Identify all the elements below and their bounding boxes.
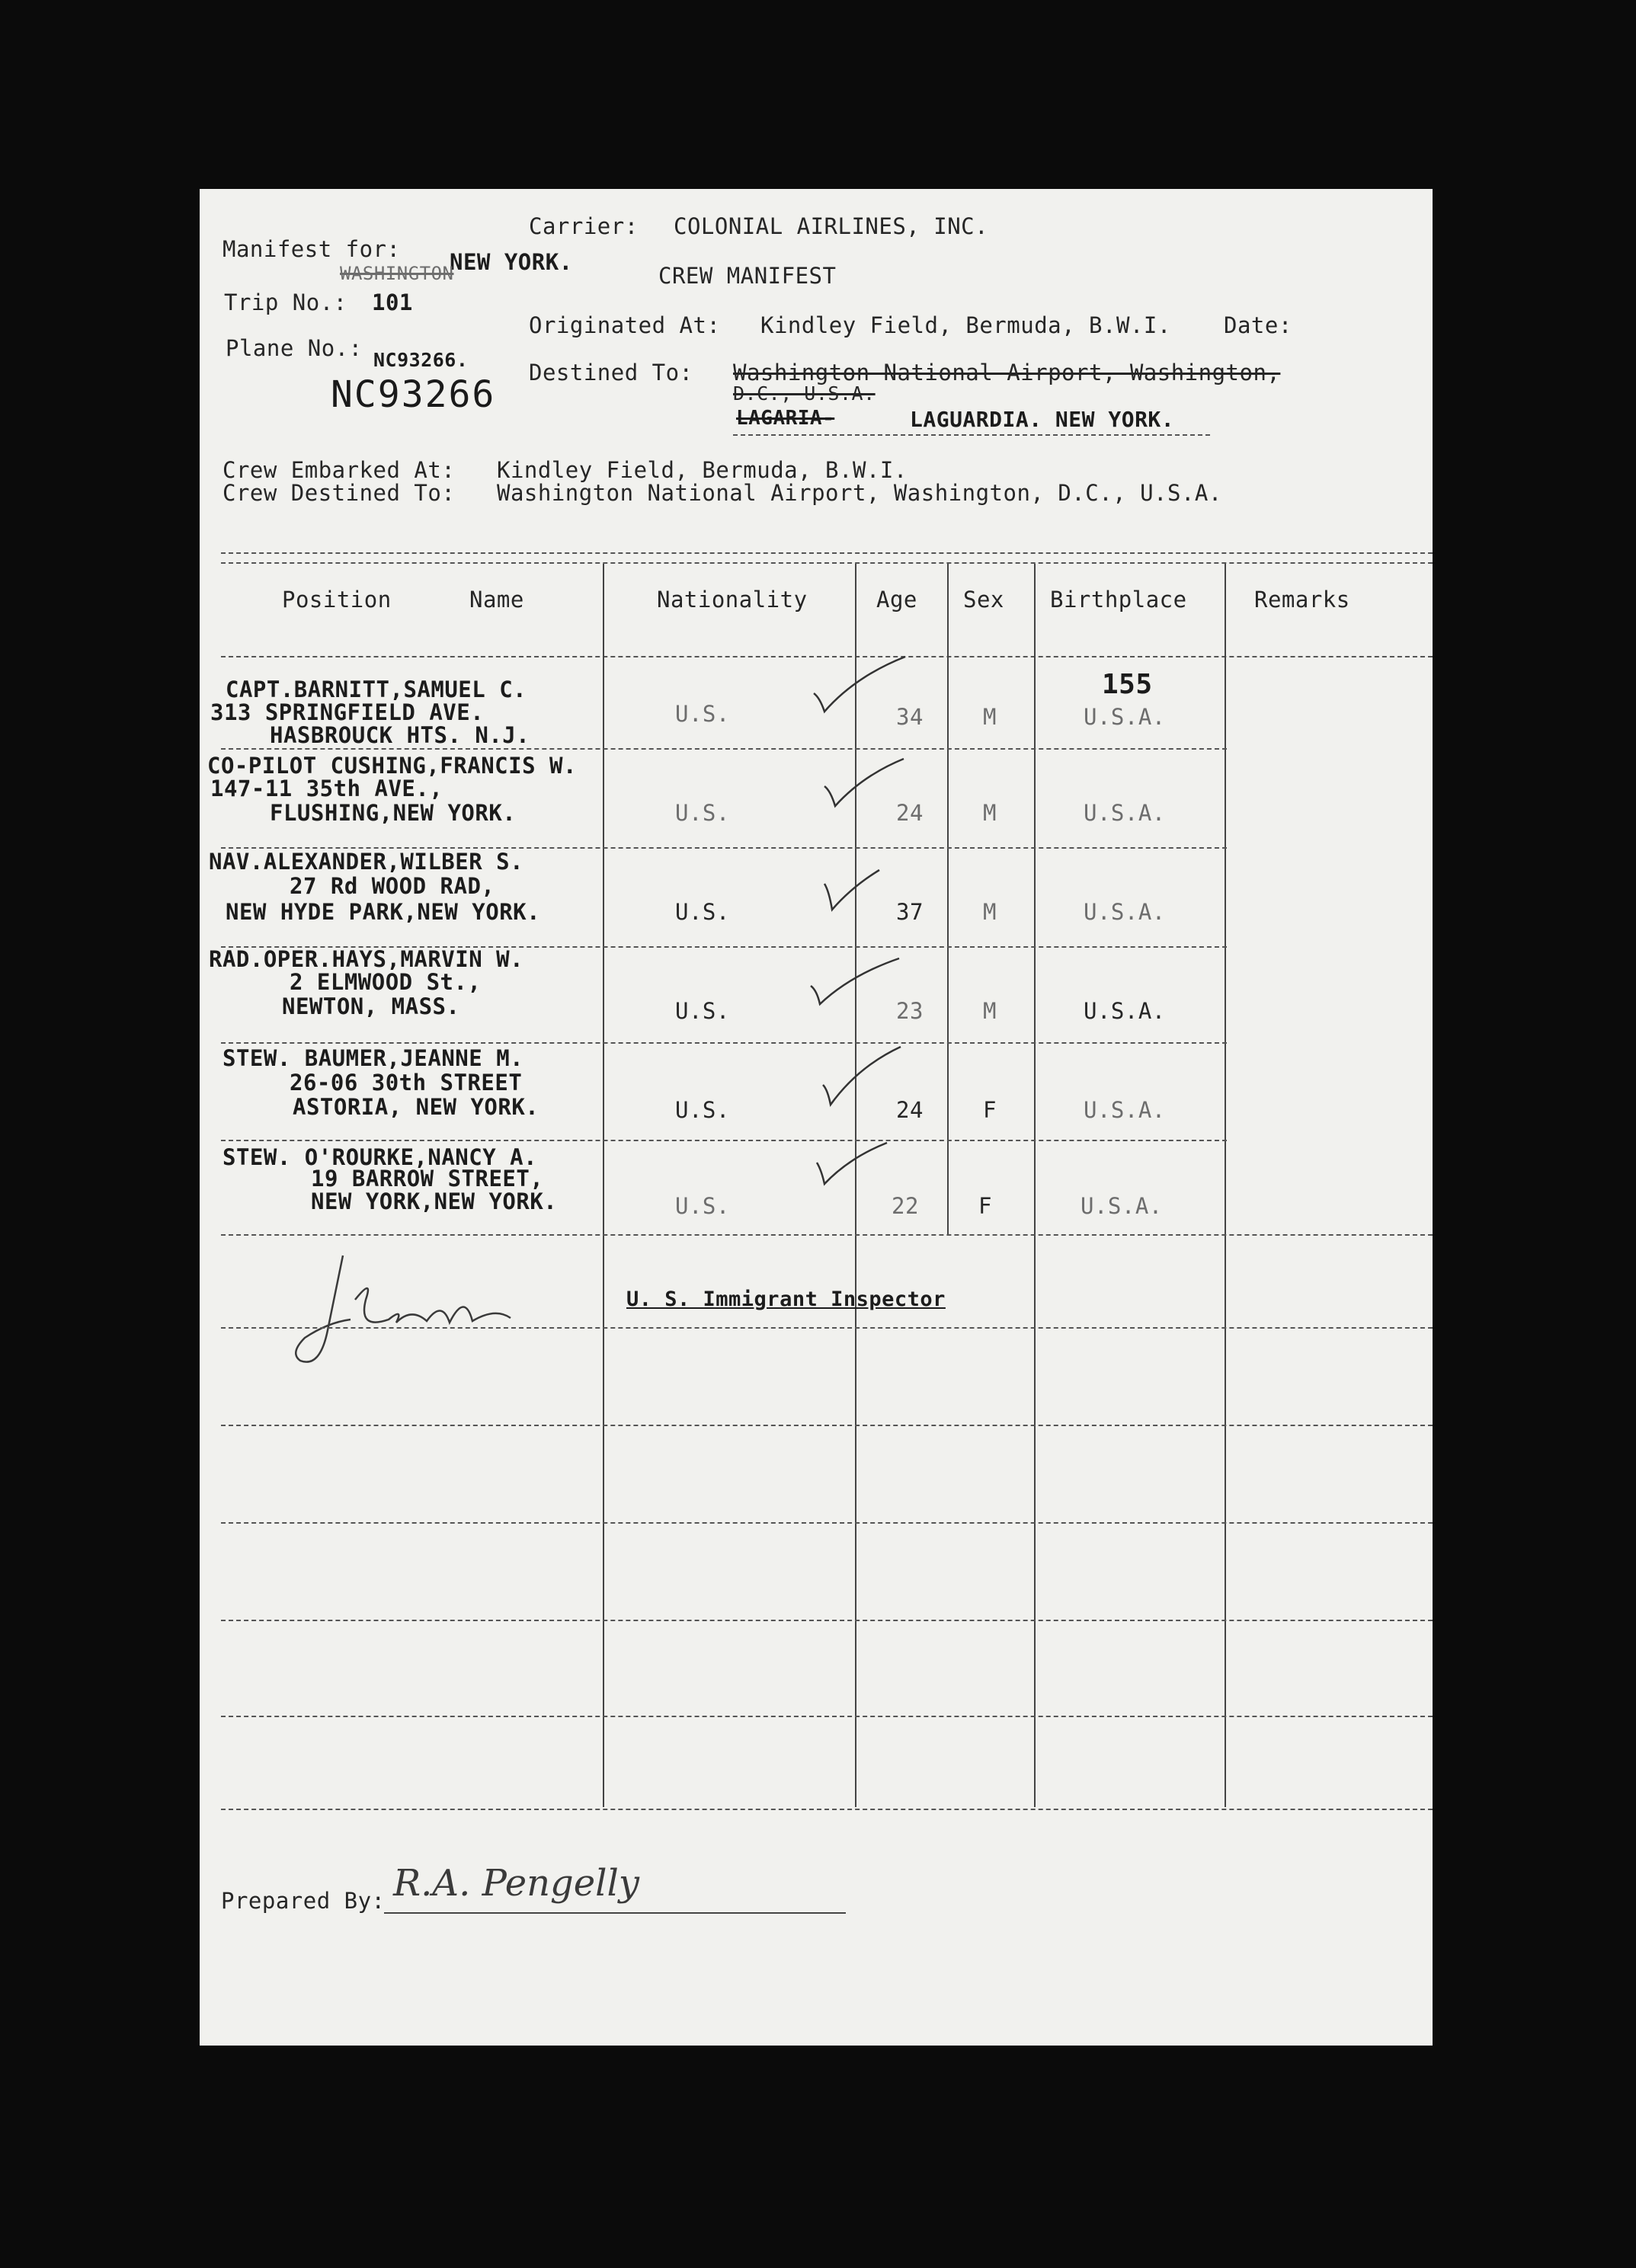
trip-label: Trip No.: xyxy=(224,289,347,315)
row4-check-mark-icon xyxy=(808,955,902,1007)
row6-birthplace: U.S.A. xyxy=(1081,1193,1163,1219)
trip-value: 101 xyxy=(372,289,413,315)
row6-rule xyxy=(221,1234,1433,1236)
prepared-label: Prepared By: xyxy=(221,1888,386,1914)
crew-destined-label: Crew Destined To: xyxy=(223,480,456,506)
inspector-signature xyxy=(282,1246,541,1376)
col-sex: Sex xyxy=(963,587,1004,613)
row2-line3: FLUSHING,NEW YORK. xyxy=(270,800,517,826)
plane-number-large: NC93266 xyxy=(331,373,496,416)
manifest-for-label: Manifest for: xyxy=(223,236,401,262)
row1-line3: HASBROUCK HTS. N.J. xyxy=(270,722,530,748)
col-remarks: Remarks xyxy=(1254,587,1350,613)
col-nationality: Nationality xyxy=(657,587,808,613)
blank-row-rule-2 xyxy=(221,1522,1433,1524)
blank-row-rule-1 xyxy=(221,1425,1433,1426)
destined-underline xyxy=(733,434,1210,436)
destined-struck-2: D.C., U.S.A. xyxy=(733,382,876,405)
col-name: Name xyxy=(469,587,524,613)
row3-sex: M xyxy=(983,899,997,925)
plane-typed: NC93266. xyxy=(373,349,469,371)
row4-nationality: U.S. xyxy=(675,998,730,1024)
row5-check-mark-icon xyxy=(820,1044,904,1108)
table-top-rule-2 xyxy=(221,562,1433,564)
row1-line2: 313 SPRINGFIELD AVE. xyxy=(210,699,485,725)
row2-line2: 147-11 35th AVE., xyxy=(210,776,443,801)
row1-line1: CAPT.BARNITT,SAMUEL C. xyxy=(226,677,527,702)
col-divider-age xyxy=(947,564,949,1234)
manifest-title: CREW MANIFEST xyxy=(658,263,837,289)
row2-check-mark-icon xyxy=(821,756,907,812)
crew-embarked-label: Crew Embarked At: xyxy=(223,457,456,483)
row2-nationality: U.S. xyxy=(675,800,730,826)
row6-nationality: U.S. xyxy=(675,1193,730,1219)
row1-check-mark-icon xyxy=(809,654,910,718)
table-bottom-rule xyxy=(221,1809,1433,1810)
stamp-number: 155 xyxy=(1102,669,1153,700)
manifest-for-value: NEW YORK. xyxy=(450,249,573,275)
col-age: Age xyxy=(876,587,917,613)
crew-embarked-value: Kindley Field, Bermuda, B.W.I. xyxy=(497,457,908,483)
row4-line3: NEWTON, MASS. xyxy=(282,993,460,1019)
row1-sex: M xyxy=(983,704,997,730)
originated-value: Kindley Field, Bermuda, B.W.I. xyxy=(760,312,1171,338)
row4-age: 23 xyxy=(896,998,924,1024)
col-position: Position xyxy=(282,587,392,613)
inspector-rule xyxy=(221,1327,1433,1329)
row3-line3: NEW HYDE PARK,NEW YORK. xyxy=(226,899,541,925)
row2-birthplace: U.S.A. xyxy=(1084,800,1166,826)
row6-age: 22 xyxy=(892,1193,919,1219)
blank-row-rule-4 xyxy=(221,1716,1433,1717)
row4-line1: RAD.OPER.HAYS,MARVIN W. xyxy=(209,946,524,972)
carrier-value: COLONIAL AIRLINES, INC. xyxy=(674,213,989,239)
row5-sex: F xyxy=(983,1097,997,1123)
row1-rule xyxy=(221,748,1227,750)
row4-line2: 2 ELMWOOD St., xyxy=(290,969,482,995)
row3-line1: NAV.ALEXANDER,WILBER S. xyxy=(209,849,524,875)
row6-line3: NEW YORK,NEW YORK. xyxy=(311,1188,558,1214)
date-label: Date: xyxy=(1224,312,1292,338)
row3-nationality: U.S. xyxy=(675,899,730,925)
row3-line2: 27 Rd WOOD RAD, xyxy=(290,873,495,899)
row5-line2: 26-06 30th STREET xyxy=(290,1070,523,1096)
row4-sex: M xyxy=(983,998,997,1024)
row5-birthplace: U.S.A. xyxy=(1084,1097,1166,1123)
originated-label: Originated At: xyxy=(529,312,721,338)
row1-birthplace: U.S.A. xyxy=(1084,704,1166,730)
row5-line1: STEW. BAUMER,JEANNE M. xyxy=(223,1045,524,1071)
prepared-signature: R.A. Pengelly xyxy=(393,1862,639,1905)
carrier-label: Carrier: xyxy=(529,213,639,239)
crew-destined-value: Washington National Airport, Washington, D.C., U.S.A. xyxy=(497,480,1222,506)
row6-line1: STEW. O'ROURKE,NANCY A. xyxy=(223,1144,538,1170)
row5-rule xyxy=(221,1140,1227,1141)
row2-line1: CO-PILOT CUSHING,FRANCIS W. xyxy=(207,753,577,779)
col-birthplace: Birthplace xyxy=(1050,587,1187,613)
row1-nationality: U.S. xyxy=(675,701,730,727)
destined-label: Destined To: xyxy=(529,360,693,385)
manifest-for-struck: WASHINGTON xyxy=(340,263,454,284)
table-top-rule-1 xyxy=(221,552,1433,554)
row1-age: 34 xyxy=(896,704,924,730)
row3-check-mark-icon xyxy=(821,868,882,914)
row5-age: 24 xyxy=(896,1097,924,1123)
destined-value: LAGUARDIA. NEW YORK. xyxy=(910,407,1175,432)
row5-nationality: U.S. xyxy=(675,1097,730,1123)
row5-line3: ASTORIA, NEW YORK. xyxy=(293,1094,539,1120)
row4-rule xyxy=(221,1042,1227,1044)
row6-sex: F xyxy=(978,1193,992,1219)
row4-birthplace: U.S.A. xyxy=(1084,998,1166,1024)
blank-row-rule-3 xyxy=(221,1620,1433,1621)
row2-sex: M xyxy=(983,800,997,826)
row6-line2: 19 BARROW STREET, xyxy=(311,1166,544,1192)
prepared-underline xyxy=(384,1912,846,1914)
row2-age: 24 xyxy=(896,800,924,826)
row3-birthplace: U.S.A. xyxy=(1084,899,1166,925)
row6-check-mark-icon xyxy=(814,1140,890,1188)
destined-struck-1: Washington National Airport, Washington, xyxy=(733,360,1281,385)
row3-age: 37 xyxy=(896,899,924,925)
plane-label: Plane No.: xyxy=(226,335,363,361)
destined-struck-3: LAGARIA- xyxy=(736,407,835,430)
inspector-label: U. S. Immigrant Inspector xyxy=(626,1288,946,1311)
